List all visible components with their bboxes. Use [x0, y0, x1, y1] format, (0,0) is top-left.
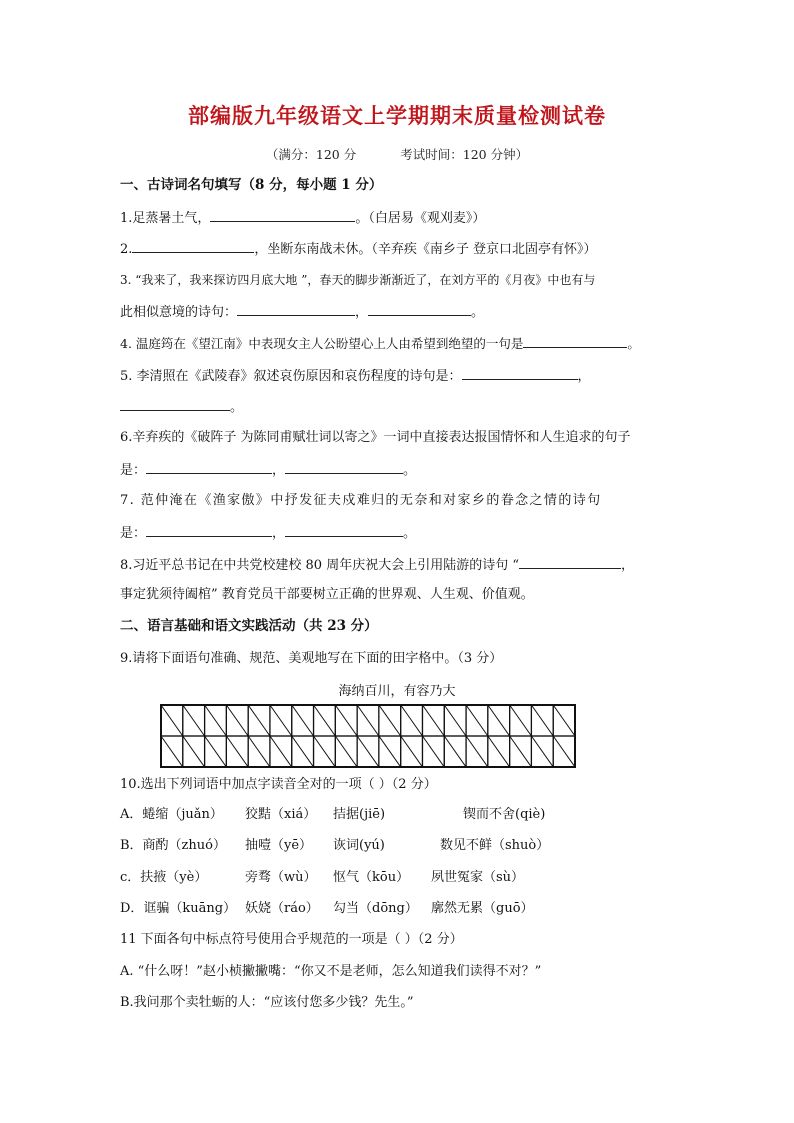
q7-answer-blank-2[interactable]	[285, 523, 403, 537]
grid-cell-diagonal	[357, 705, 379, 736]
q10-b-word-4: 数见不鲜（shuò）	[440, 838, 550, 853]
q10-a-word-4: 锲而不舍(qiè)	[463, 807, 546, 822]
q10-d-word-1: D．诓骗（kuāng）	[120, 901, 237, 916]
grid-cell-diagonal	[379, 705, 401, 736]
grid-cell-diagonal	[401, 736, 423, 767]
grid-cell-diagonal	[183, 705, 205, 736]
q6-answer-blank-2[interactable]	[285, 460, 403, 474]
grid-cell-diagonal	[422, 736, 444, 767]
grid-cell-diagonal	[226, 705, 248, 736]
q5-answer-blank-1[interactable]	[462, 366, 578, 380]
grid-cell-diagonal	[161, 736, 183, 767]
q7-text-pre: 是：	[120, 526, 147, 541]
q3-answer-blank-1[interactable]	[237, 302, 355, 316]
grid-cell-diagonal	[314, 705, 336, 736]
q3-text-pre: 此相似意境的诗句：	[120, 305, 238, 320]
q5-text-end: 。	[230, 400, 244, 415]
question-8-line1	[120, 555, 680, 575]
section1-heading: 一、古诗词名句填写（8 分，每小题 1 分）	[120, 177, 383, 193]
grid-cell-diagonal	[248, 736, 270, 767]
grid-cell-diagonal	[226, 736, 248, 767]
question-2	[120, 239, 680, 259]
grid-cell-diagonal	[466, 705, 488, 736]
question-7-line1: 7. 范仲淹在《渔家傲》中抒发征夫戍难归的无奈和对家乡的眷念之情的诗句	[120, 493, 602, 508]
question-8-line2: 事定犹须待阖棺” 教育党员干部要树立正确的世界观、人生观、价值观。	[120, 587, 534, 602]
grid-cell-diagonal	[357, 736, 379, 767]
q6-text-mid: ，	[272, 463, 286, 478]
question-5-line2	[120, 397, 680, 417]
grid-cell-diagonal	[531, 736, 553, 767]
grid-cell-diagonal	[205, 736, 227, 767]
question-3-line1: 3. “我来了，我来探访四月底大地 ”，春天的脚步渐渐近了，在刘方平的《月夜》中也有与	[120, 273, 596, 287]
q5-text-post: ，	[577, 369, 591, 384]
question-7-line2	[120, 523, 680, 543]
question-4	[120, 334, 680, 353]
tianzige-svg	[160, 704, 576, 768]
grid-cell-diagonal	[553, 705, 575, 736]
q2-text-post: ，坐断东南战未休。（辛弃疾《南乡子 登京口北固亭有怀》）	[254, 242, 597, 257]
grid-cell-diagonal	[553, 736, 575, 767]
full-score-text: （满分：120 分	[265, 147, 357, 162]
q2-text-pre: 2.	[120, 242, 133, 257]
q7-text-post: 。	[403, 526, 417, 541]
q9-copy-text: 海纳百川，有容乃大	[338, 684, 456, 699]
q7-answer-blank-1[interactable]	[146, 523, 272, 537]
question-6-line2	[120, 460, 680, 480]
grid-cell-diagonal	[314, 736, 336, 767]
q5-text-pre: 5. 李清照在《武陵春》叙述哀伤原因和哀伤程度的诗句是：	[120, 369, 462, 384]
q4-text-post: 。	[627, 336, 640, 351]
q10-c-word-4: 夙世冤家（sù）	[431, 870, 525, 885]
q10-option-b	[120, 837, 680, 855]
q10-a-word-2: 狡黠（xiá）	[245, 807, 317, 822]
grid-cell-diagonal	[444, 705, 466, 736]
q5-answer-blank-2[interactable]	[120, 397, 230, 411]
grid-cell-diagonal	[335, 736, 357, 767]
grid-cell-diagonal	[183, 736, 205, 767]
q4-answer-blank[interactable]	[523, 334, 627, 348]
q8-text-post: ，	[621, 558, 635, 573]
question-3-line2	[120, 302, 680, 322]
q1-text-pre: 1.足蒸暑土气，	[120, 211, 211, 226]
question-1	[120, 208, 680, 228]
grid-cell-diagonal	[205, 705, 227, 736]
grid-cell-diagonal	[248, 705, 270, 736]
q10-c-word-1: c．扶掖（yè）	[120, 870, 208, 885]
grid-cell-diagonal	[161, 705, 183, 736]
grid-cell-diagonal	[466, 736, 488, 767]
exam-title: 部编版九年级语文上学期期末质量检测试卷	[188, 103, 606, 128]
grid-cell-diagonal	[270, 736, 292, 767]
q10-d-word-4: 廓然无累（guō）	[431, 901, 534, 916]
grid-cell-diagonal	[379, 736, 401, 767]
q10-a-word-1: A．蜷缩（juǎn）	[120, 807, 223, 822]
q6-text-pre: 是：	[120, 463, 147, 478]
q10-c-word-2: 旁骛（wù）	[245, 870, 317, 885]
grid-cell-diagonal	[531, 705, 553, 736]
q6-answer-blank-1[interactable]	[146, 460, 272, 474]
q10-b-word-2: 抽噎（yē）	[245, 838, 313, 853]
grid-cell-diagonal	[335, 705, 357, 736]
q10-d-word-2: 妖娆（ráo）	[245, 901, 319, 916]
q8-text-pre: 8.习近平总书记在中共党校建校 80 周年庆祝大会上引用陆游的诗句 “	[120, 558, 519, 573]
grid-cell-diagonal	[444, 736, 466, 767]
q7-text-mid: ，	[272, 526, 286, 541]
grid-cell-diagonal	[270, 705, 292, 736]
q3-text-post: 。	[471, 305, 485, 320]
q3-answer-blank-2[interactable]	[368, 302, 471, 316]
question-5-line1	[120, 366, 680, 386]
q10-option-c	[120, 869, 680, 887]
grid-cell-diagonal	[510, 736, 532, 767]
q10-c-word-3: 怄气（kōu）	[333, 870, 410, 885]
q10-option-a	[120, 806, 680, 824]
q3-text-mid: ，	[355, 305, 369, 320]
q11-option-a: A. “什么呀！”赵小桢撇撇嘴：“你又不是老师，怎么知道我们读得不对？”	[120, 964, 542, 979]
grid-cell-diagonal	[292, 736, 314, 767]
grid-cell-diagonal	[422, 705, 444, 736]
grid-cell-diagonal	[401, 705, 423, 736]
q1-answer-blank[interactable]	[210, 208, 355, 222]
q10-a-word-3: 拮据(jiē)	[333, 807, 386, 822]
question-10: 10.选出下列词语中加点字读音全对的一项（ ）（2 分）	[120, 777, 437, 792]
q10-d-word-3: 勾当（dōng）	[333, 901, 418, 916]
q10-b-word-3: 诙词(yú)	[333, 838, 385, 853]
q10-option-d	[120, 900, 680, 918]
grid-cell-diagonal	[488, 736, 510, 767]
tianzige-writing-grid[interactable]	[160, 704, 576, 768]
q11-option-b: B.我问那个卖牡蛎的人：“应该付您多少钱？先生。”	[120, 995, 414, 1010]
q10-b-word-1: B．商酌（zhuó）	[120, 838, 226, 853]
grid-cell-diagonal	[292, 705, 314, 736]
question-6-line1: 6.辛弃疾的《破阵子 为陈同甫赋壮词以寄之》一词中直接表达报国情怀和人生追求的句子	[120, 430, 631, 445]
q4-text-pre: 4. 温庭筠在《望江南》中表现女主人公盼望心上人由希望到绝望的一句是	[120, 336, 524, 351]
q2-answer-blank[interactable]	[132, 239, 254, 253]
q8-answer-blank[interactable]	[519, 555, 621, 569]
q1-text-post: 。（白居易《观刈麦》）	[355, 211, 486, 226]
question-11: 11 下面各句中标点符号使用合乎规范的一项是（ ）（2 分）	[120, 932, 463, 947]
grid-cell-diagonal	[510, 705, 532, 736]
exam-subtitle	[0, 145, 794, 163]
q6-text-post: 。	[403, 463, 417, 478]
question-9: 9.请将下面语句准确、规范、美观地写在下面的田字格中。（3 分）	[120, 651, 503, 666]
section2-heading: 二、语言基础和语文实践活动（共 23 分）	[120, 618, 378, 634]
grid-cell-diagonal	[488, 705, 510, 736]
exam-time-text: 考试时间：120 分钟）	[400, 147, 529, 162]
